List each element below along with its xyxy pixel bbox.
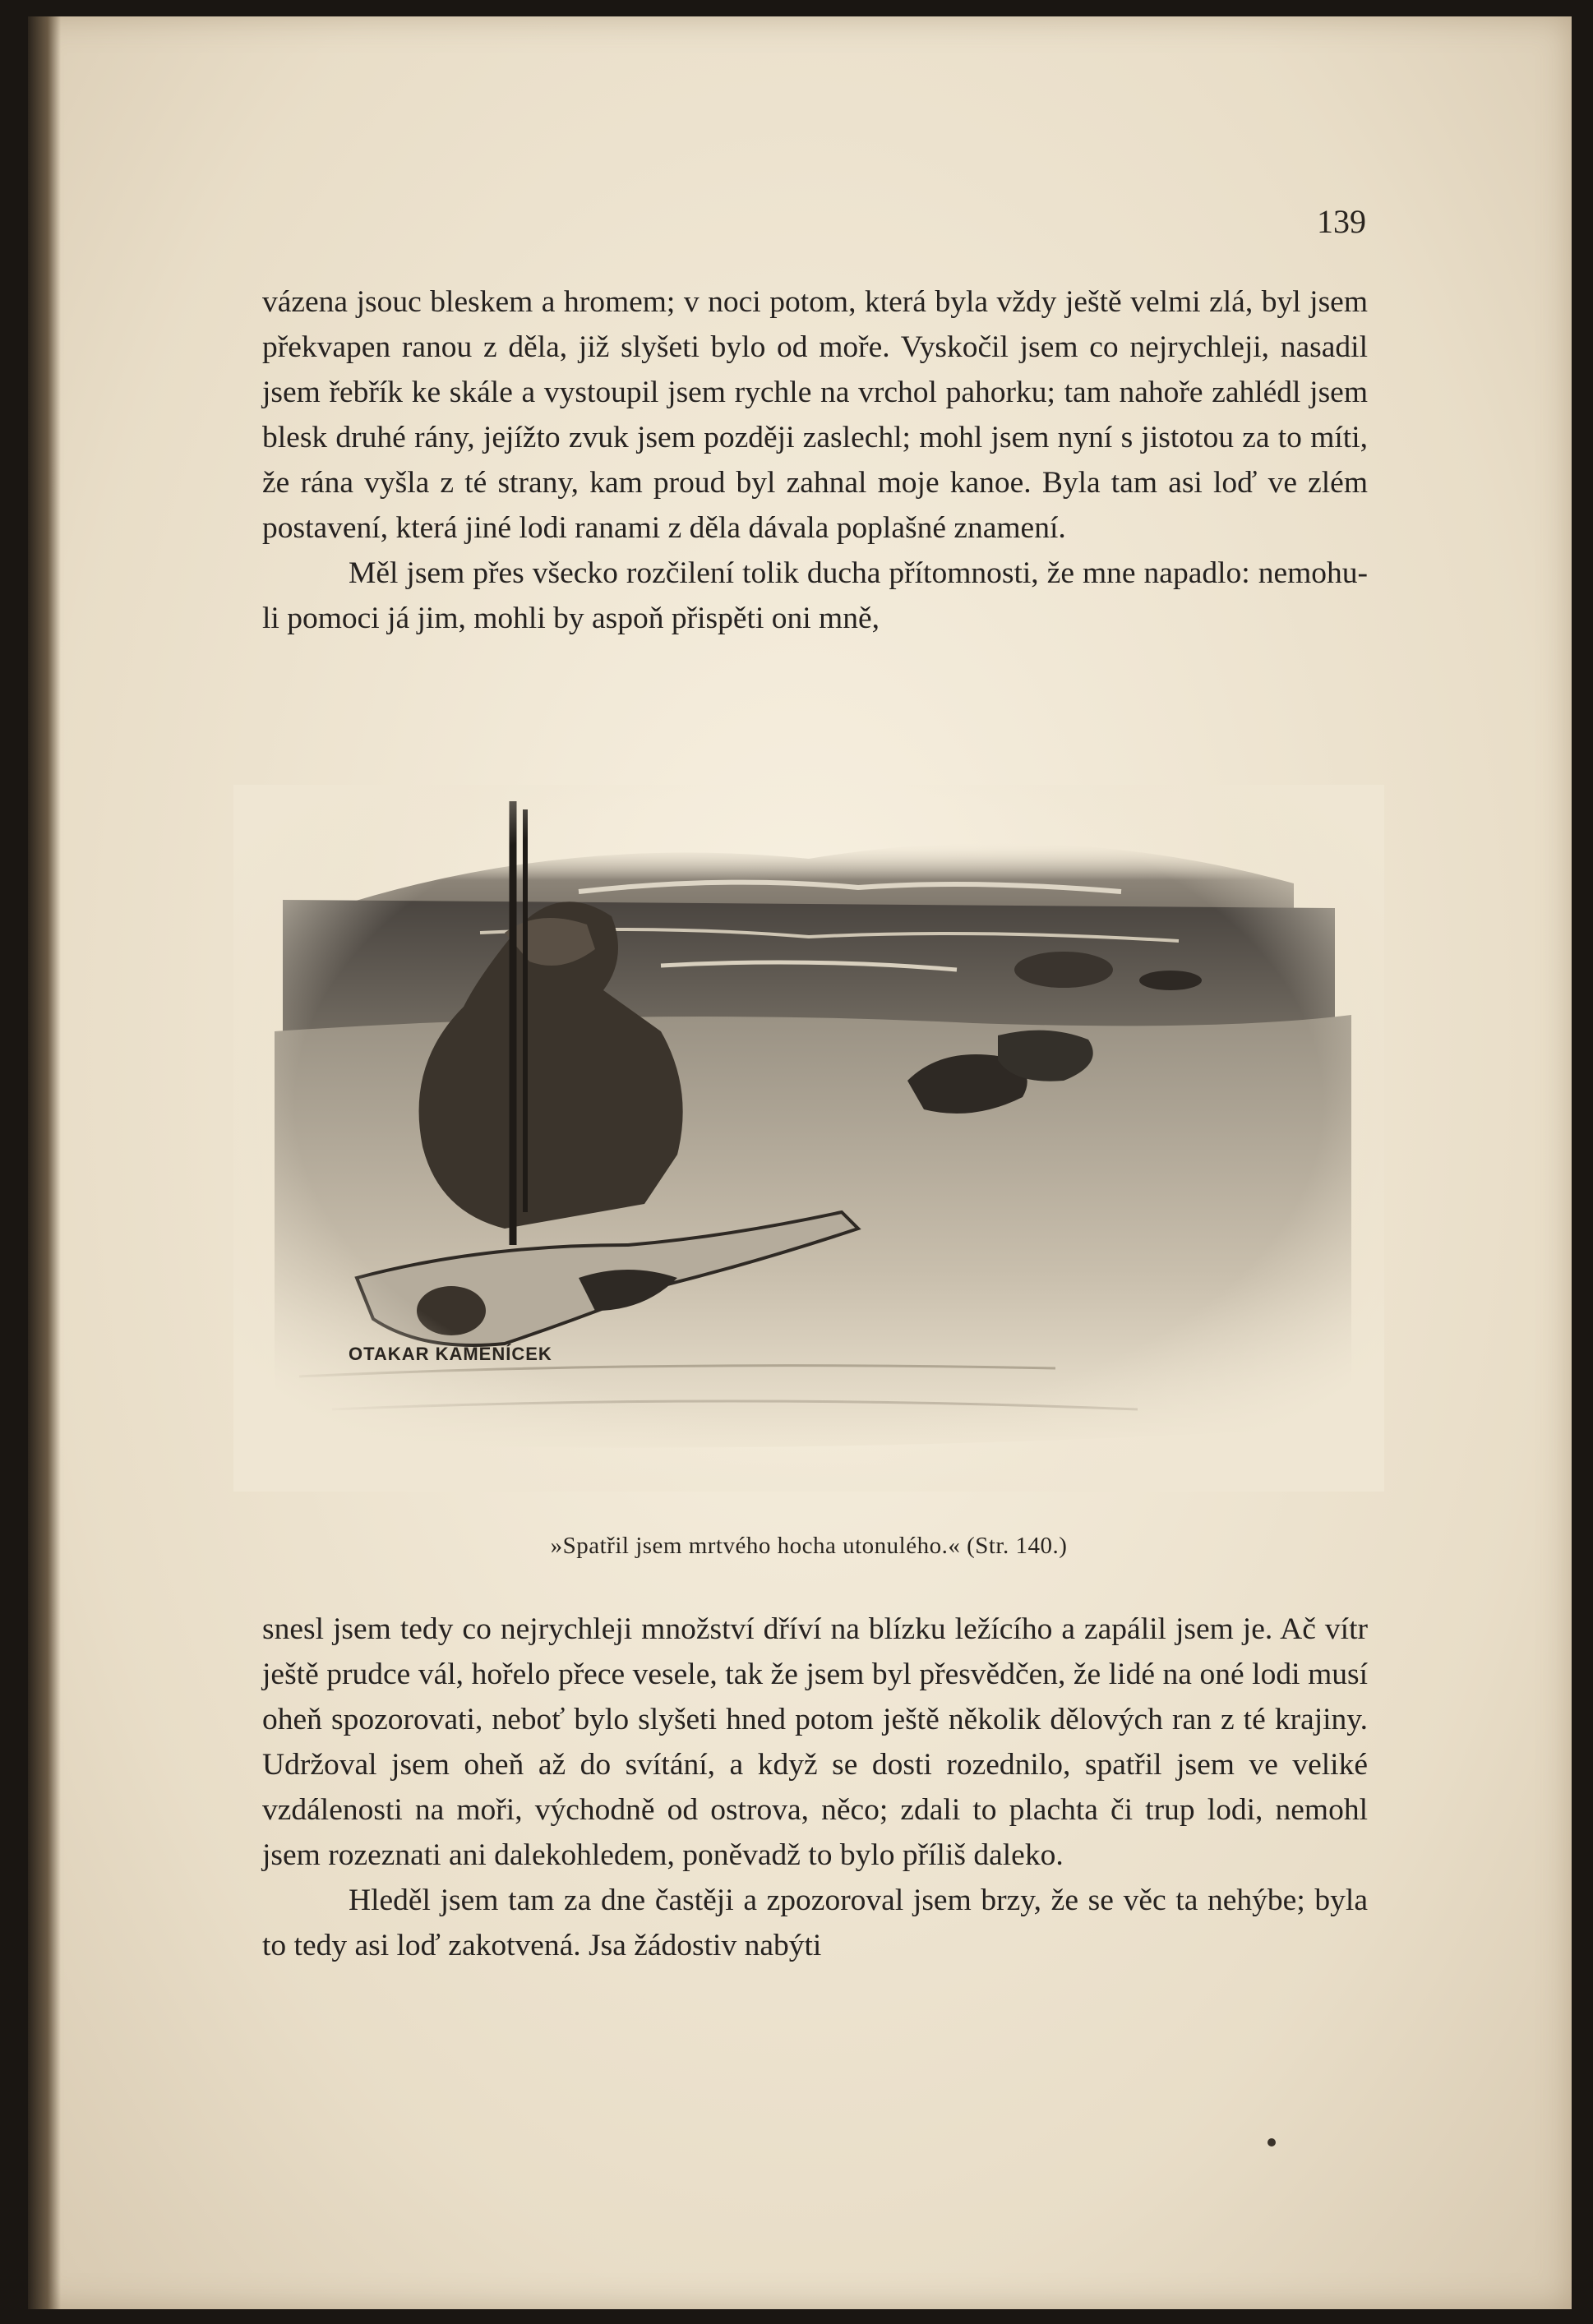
- book-page: [28, 16, 1572, 2309]
- paragraph: Měl jsem přes všecko rozčilení tolik ducha přítomnosti, že mne napadlo: nemohu-li pomoci já jim, mohli by aspoň přispěti oni mně,: [262, 556, 1368, 635]
- illustration-caption: »Spatřil jsem mrtvého hocha utonulého.« (Str. 140.): [550, 1533, 1068, 1559]
- page-number: 139: [1317, 203, 1366, 240]
- paragraph: vázena jsouc bleskem a hromem; v noci potom, která byla vždy ještě velmi zlá, byl jsem překvapen ranou z děla, již slyšeti bylo od moře. Vyskočil jsem co nejrychleji, nasadil jsem řebřík ke skále a vystoupil jsem rychle na vrchol pahorku; tam nahoře zahlédl jsem blesk druhé rány, jejížto zvuk jsem později zaslechl; mohl jsem nyní s jistotou za to míti, že rána vyšla z té strany, kam proud byl zahnal moje kanoe. Byla tam asi loď ve zlém postavení, která jiné lodi ranami z děla dávala poplašné znamení.: [262, 285, 1368, 545]
- paragraph: Hleděl jsem tam za dne častěji a zpozoroval jsem brzy, že se věc ta nehýbe; byla to tedy asi loď zakotvená. Jsa žádostiv nabýti: [262, 1884, 1368, 1962]
- text-block-bottom: [262, 1607, 1368, 1968]
- book-spine: [28, 16, 61, 2309]
- paragraph: snesl jsem tedy co nejrychleji množství dříví na blízku ležícího a zapálil jsem je. Ač vítr ještě prudce vál, hořelo přece vesele, tak že jsem byl přesvědčen, že lidé na oné lodi musí oheň spozorovati, neboť bylo slyšeti hned potom ještě několik dělových ran z té krajiny. Udržoval jsem oheň až do svítání, a když se dosti rozednilo, spatřil jsem ve veliké vzdálenosti na moři, východně od ostrova, něco; zdali to plachta či trup lodi, nemohl jsem rozeznati ani dalekohledem, poněvadž to bylo příliš daleko.: [262, 1612, 1368, 1872]
- illustration-engraving: [233, 785, 1384, 1492]
- text-block-top: [262, 279, 1368, 641]
- artist-signature: OTAKAR KAMENÍCEK: [349, 1344, 552, 1364]
- ink-speck: [1267, 2138, 1276, 2146]
